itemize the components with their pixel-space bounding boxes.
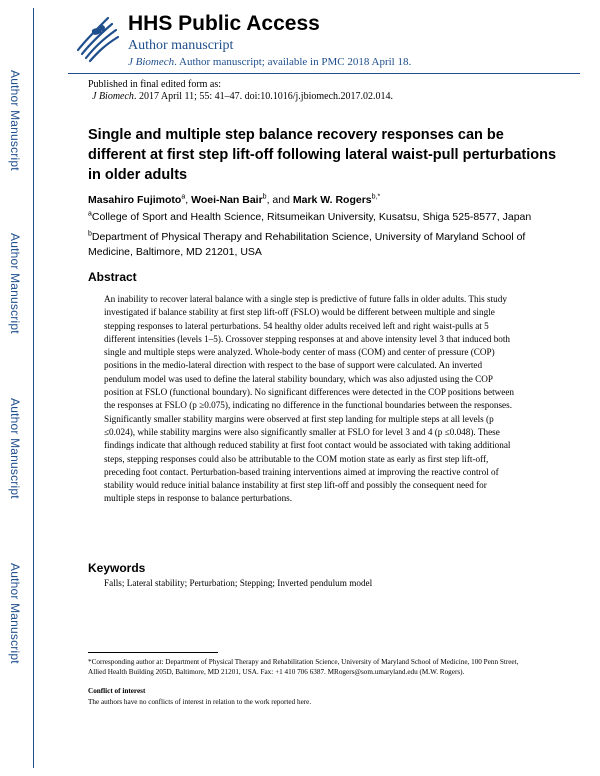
author-name: Woei-Nan Bair [191,194,263,206]
published-label: Published in final edited form as: [88,79,222,90]
citation-details: . 2017 April 11; 55: 41–47. doi:10.1016/j.jbiomech.2017.02.014. [133,91,394,102]
side-label-author-manuscript: Author Manuscript [8,233,22,334]
journal-name: J Biomech [128,56,175,68]
author-manuscript-label: Author manuscript [128,38,234,53]
affiliation [88,230,558,260]
affiliation-mark: b [88,230,92,238]
author-list [88,194,380,206]
citation [92,91,393,102]
citation-journal: J Biomech [92,91,134,102]
affiliation-mark: a [88,210,92,218]
affiliation [88,210,558,225]
author-name: Mark W. Rogers [292,194,372,206]
side-label-author-manuscript: Author Manuscript [8,70,22,171]
corresponding-author-footnote: *Corresponding author at: Department of Physical Therapy and Rehabilitation Science, University of Maryland School of Medicine, 100 Penn Street, Allied Health Building 205D, Baltimore, MD 21201, USA. Fax: +1 410 706 6387. MRogers@som.umaryland.edu (M.W. Rogers). [88,658,519,676]
side-label-author-manuscript: Author Manuscript [8,398,22,499]
hhs-eagle-logo-icon [72,10,122,64]
author-separator: , [185,194,192,206]
author-affiliation-mark: b [262,193,267,201]
availability-text: . Author manuscript; available in PMC 2018 April 18. [174,56,412,68]
header-divider [68,73,580,74]
conflict-of-interest-text: The authors have no conflicts of interest in relation to the work reported here. [88,698,312,706]
keywords-list: Falls; Lateral stability; Perturbation; Stepping; Inverted pendulum model [104,578,373,588]
hhs-public-access-title: HHS Public Access [128,12,320,35]
journal-availability [128,56,411,68]
author-affiliation-mark: a [181,193,186,201]
paper-title: Single and multiple step balance recovery responses can be different at first step lift-off following lateral waist-pull perturbations in older adults [88,127,557,183]
conflict-of-interest-heading: Conflict of interest [88,687,146,695]
author-separator: , and [266,194,293,206]
affiliation-text: College of Sport and Health Science, Ritsumeikan University, Kusatsu, Shiga 525-8577, Japan [91,211,532,223]
side-label-author-manuscript: Author Manuscript [8,563,22,664]
author-name: Masahiro Fujimoto [88,194,182,206]
footnote-divider [88,652,218,653]
abstract-body: An inability to recover lateral balance with a single step is predictive of future falls in older adults. This study investigated if balance stability at first step lift-off (FSLO) would be different between multiple and single stepping responses to lateral perturbations. 54 healthy older adults received left and right waist-pulls at 5 different intensities (levels 1–5). Crossover stepping responses at and above intensity level 3 that induced both single and multiple steps were analyzed. Whole-body center of mass (COM) and center of pressure (COP) positions in the medio-lateral direction with respect to the base of support were calculated. An inverted pendulum model was used to define the lateral stability boundary, which was also adjusted using the COP position at FSLO (functional boundary). No significant differences were detected in the COP positions between the responses at FSLO (p ≥0.075), indicating no difference in the functional boundaries between the responses. Significantly smaller stability margins were observed at first step landing for multiple steps at all levels (p ≤0.024), while stability margins were also significantly smaller at FSLO for level 3 and 4 (p ≤0.048). These findings indicate that although reduced stability at first foot contact would be associated with taking additional steps, stepping responses could also be attributable to the COM motion state as early as first step lift-off, preceding foot contact. Perturbation-based training interventions aimed at improving the reactive control of stability would reduce initial balance instability at first step lift-off and possibly the consequent need for multiple steps in response to balance perturbations. [104,294,515,504]
author-affiliation-mark: b,* [371,193,381,201]
abstract-heading: Abstract [88,270,137,284]
keywords-heading: Keywords [88,561,146,575]
affiliation-text: Department of Physical Therapy and Rehabilitation Science, University of Maryland School of Medicine, Baltimore, MD 21201, USA [88,231,526,258]
margin-divider [33,8,34,768]
